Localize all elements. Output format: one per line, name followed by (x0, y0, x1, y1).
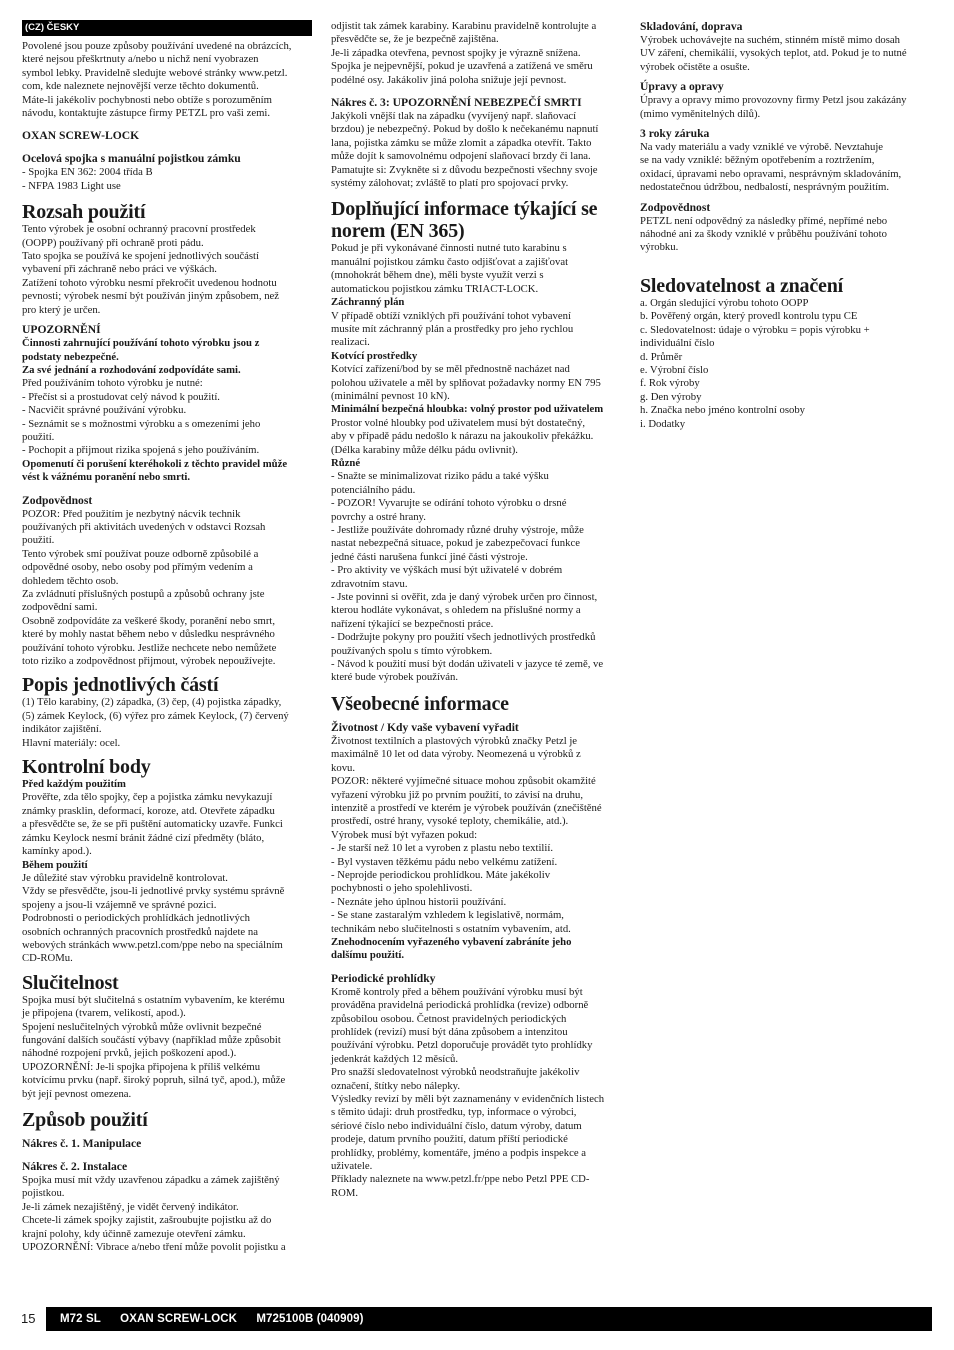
text-line: používaných spolu s tímto výrobkem. (331, 644, 493, 657)
text-line: prohlídky, problémy, komentáře, jméno a podpis inspekce a (331, 1146, 587, 1159)
text-line: systémy zálohovat; zvláště to platí pro spojovací prvky. (331, 177, 569, 190)
text-line: a. Orgán sledující výrobu tohoto OOPP (640, 296, 809, 309)
text-line: lana, pojistka zámku se může zlomit a západka otevřít. Takto (331, 136, 592, 149)
heading-sledovatelnost: Sledovatelnost a značení (640, 274, 843, 297)
text-line: realizaci. (331, 336, 370, 349)
text-line: Pamatujte si: Zvykněte si z důvodu bezpečnosti všechny svoje (331, 163, 598, 176)
text-line: použití. (22, 430, 55, 443)
figure-2-heading: Nákres č. 2. Instalace (22, 1160, 128, 1173)
heading-line: norem (EN 365) (331, 220, 465, 243)
text-line: Tento výrobek je osobní ochranný pracovní prostředek (22, 223, 256, 236)
text-line: zdravotním stavu. (331, 577, 408, 590)
text-line: které bude výrobek používán. (331, 671, 459, 684)
lifetime-heading: Životnost / Kdy vaše vybavení vyřadit (331, 720, 519, 734)
text-line: prodeje, datum prvního použití, datum příští periodické (331, 1133, 568, 1146)
text-line: - Pro aktivity ve výškách musí být uživatelé v dobrém (331, 564, 563, 577)
text-line: Povolené jsou pouze způsoby používání uvedené na obrázcích, (22, 40, 292, 52)
text-line: pro který je určen. (22, 303, 101, 316)
text-line: Je-li zámek nezajištěný, je vidět červený indikátor. (22, 1200, 239, 1213)
text-line: Životnost textilních a plastových výrobků značky Petzl je (331, 734, 578, 747)
text-line: (OOPP) používaný při ochraně proti pádu. (22, 236, 204, 249)
text-line: nastat nebezpečná situace, pokud je zabezpečovací funkce (331, 537, 580, 550)
text-line: - Přečíst si a prostudovat celý návod k použití. (22, 390, 220, 403)
heading-zpusob-pouziti: Způsob použití (22, 1109, 148, 1131)
text-line: zámku Keylock nesmí bránit žádné cizí předměty (bláto, (22, 831, 265, 844)
text-line: Prostor volné hloubky pod uživatelem musí být dostatečný, (331, 416, 586, 429)
text-line: být její pevnost omezena. (22, 1087, 132, 1100)
text-line: jedné části narušena funkcí jiné části výstroje. (331, 550, 528, 563)
text-line: Spojka musí mít vždy uzavřenou západku a zámek zajištěný (22, 1174, 280, 1186)
footer-bar (46, 1307, 932, 1331)
text-line: symbol lebky. Pravidelně sledujte webové stránky www.petzl. (22, 66, 288, 79)
text-line: Kromě kontroly před a během používání výrobku musí být (331, 985, 583, 998)
text-line: a přesvědčte se, že se při puštění automaticky uzavře. Funkci (22, 818, 283, 831)
text-line: e. Výrobní číslo (640, 363, 709, 376)
text-line: Spojka musí být slučitelná s ostatním vybavením, ke kterému (22, 993, 285, 1006)
text-line: Výrobek musí být vyřazen pokud: (331, 828, 478, 841)
footer-model: M72 SL (60, 1313, 101, 1325)
text-line: - Se stane zastaralým vzhledem k legislativě, normám, (331, 909, 564, 922)
text-line: i. Dodatky (640, 417, 686, 430)
text-line: Znehodnocením vyřazeného vybavení zabráníte jeho (331, 935, 572, 948)
text-line: Výrobek uchovávejte na suchém, stinném místě mimo dosah (640, 34, 901, 46)
text-line: kovu. (331, 761, 356, 774)
text-line: polohou uživatele a měl by splňovat požadavky normy EN 795 (331, 376, 601, 389)
heading-vseobecne: Všeobecné informace (331, 692, 509, 715)
text-line: potenciálního pádu. (331, 483, 416, 496)
language-label: (CZ) ČESKY (22, 20, 312, 36)
text-line: pevnosti; výrobek nesmí být používán jiným způsobem, než (22, 290, 280, 303)
heading-line: Doplňující informace týkající se (331, 198, 598, 221)
heading-popis: Popis jednotlivých částí (22, 674, 219, 697)
text-line: UV záření, chemikálií, vysokých teplot, atd. Pokud je to nutné (640, 47, 907, 60)
text-line: f. Rok výroby (640, 377, 700, 390)
text-line: se na vady vzniklé: běžným opotřebením a roztržením, (640, 154, 875, 167)
subheading: Během použití (22, 858, 88, 871)
text-line: Spojka je nejpevnější, pokud je uzavřená a zatížená ve směru (331, 60, 593, 73)
text-line: povrchy a ostré hrany. (331, 510, 426, 523)
text-line: které by mohly nastat během nebo v důsledku nesprávného (22, 628, 275, 641)
figure-1-heading: Nákres č. 1. Manipulace (22, 1137, 142, 1150)
heading-doplnujici (331, 198, 623, 242)
text-line: Tento výrobek smí používat pouze odborně způsobilé a (22, 547, 259, 560)
text-line: maximálně 10 let od data výroby. Neomezená u výrobků z (331, 748, 581, 761)
text-line: automatickou pojistkou zámku TRIACT-LOCK. (331, 282, 539, 295)
text-line: b. Pověřený orgán, který provedl kontrolu typu CE (640, 310, 858, 323)
text-line: PETZL není odpovědný za následky přímé, nepřímé nebo (640, 214, 888, 227)
text-line: krajní polohy, kdy účinně zamezuje otevření zámku. (22, 1227, 246, 1240)
text-line: technikám nebo slučitelnosti s ostatním vybavením, atd. (331, 922, 571, 935)
text-line: zodpovědní sami. (22, 601, 98, 614)
text-line: nařízení týkající se bezpečnosti práce. (331, 617, 494, 630)
text-line: může dojít k samovolnému odpojení slaňovací brzdy či lana. (331, 150, 591, 163)
text-line: d. Průměr (640, 350, 683, 363)
text-line: UPOZORNĚNÍ: Je-li spojka připojena k příliš velkému (22, 1060, 261, 1073)
heading-slucitelnost: Slučitelnost (22, 971, 119, 994)
text-line: - Snažte se minimalizovat riziko pádu a také výšku (331, 470, 549, 483)
text-line: náhodné ani za škody vzniklé v průběhu používání tohoto (640, 228, 887, 241)
warranty-heading: 3 roky záruka (640, 127, 710, 141)
standard-line: - Spojka EN 362: 2004 třída B (22, 166, 153, 179)
text-line: (minimální pevnost 10 kN). (331, 389, 450, 402)
product-subtitle: Ocelová spojka s manuální pojistkou zámku (22, 152, 241, 166)
text-line: - Nacvičit správné používání výrobku. (22, 404, 187, 417)
text-line: kotvícímu prvku (např. široký popruh, silná tyč, apod.), může (22, 1074, 286, 1087)
subheading: Různé (331, 456, 361, 469)
text-line: Jakýkoli vnější tlak na západku (vyvíjený např. slaňovací (331, 110, 577, 123)
text-line: s těmito údaji: druh prostředku, typ, informace o výrobci, (331, 1106, 577, 1119)
text-line: je připojena (tvarem, velikostí, apod.). (22, 1007, 186, 1020)
text-line: (5) zámek Keylock, (6) výřez pro zámek Keylock, (7) červený (22, 709, 289, 722)
text-line: sériové číslo nebo individuální číslo, datum výroby, datum (331, 1119, 582, 1132)
text-line: používání výrobku. Petzl doporučuje provádět tyto prohlídky (331, 1039, 593, 1052)
text-line: Za své jednání a rozhodování zodpovídáte sami. (22, 363, 241, 376)
text-line: toto riziko a zodpovědnost přijmout, výrobek nepoužívejte. (22, 655, 276, 668)
text-line: spojeny a jsou-li vzájemně ve správné pozici. (22, 898, 217, 911)
text-line: - Byl vystaven těžkému pádu nebo velkému zatížení. (331, 855, 558, 868)
text-line: (1) Tělo karabiny, (2) západka, (3) čep, (4) pojistka západky, (22, 696, 282, 709)
text-line: Máte-li jakékoliv pochybnosti nebo obtíže s porozuměním (22, 93, 272, 106)
text-line: uživatele. (331, 1160, 373, 1173)
text-line: přesvědčte se, že je bezpečně zajištěna. (331, 33, 499, 46)
storage-heading: Skladování, doprava (640, 20, 743, 33)
text-line: náhodné rozpojení prvků, jejich poškození apod.). (22, 1047, 237, 1060)
modifications-heading: Úpravy a opravy (640, 80, 724, 94)
text-line: c. Sledovatelnost: údaje o výrobku = popis výrobku + (640, 323, 870, 336)
footer-product: OXAN SCREW-LOCK (120, 1313, 238, 1325)
text-line: - Jestliže používáte dohromady různé druhy výstroje, může (331, 524, 584, 536)
text-line: musíte mít záchranný plán a prostředky pro jeho rychlou (331, 322, 574, 335)
text-line: odpovědné osoby, nebo osoby pod přímým vedením a (22, 561, 253, 574)
text-line: com, kde naleznete nejnovější verze těchto dokumentů. (22, 80, 259, 93)
text-line: - Je starší než 10 let a vyroben z plastu nebo textilií. (331, 842, 554, 855)
heading-rozsah: Rozsah použití (22, 201, 146, 224)
text-line: výrobku. (640, 241, 679, 254)
text-line: Před používáním tohoto výrobku je nutné: (22, 377, 203, 390)
text-line: které nejsou přeškrtnuty a/nebo u nichž není vyobrazen (22, 53, 259, 66)
text-line: nedostatečnou údržbou, nedbalostí, nesprávným použitím. (640, 181, 890, 194)
text-line: Osobně zodpovídáte za veškeré škody, poranění nebo smrt, (22, 614, 276, 627)
text-line: Zatížení tohoto výrobku nesmí překročit uvedenou hodnotu (22, 276, 277, 289)
text-line: V případě obtíží vzniklých při používání tohot vybavení (331, 309, 571, 322)
text-line: intenzitě a prostředí ve kterém je výrobek používán (znečištěné (331, 801, 602, 814)
text-line: jedenkrát každých 12 měsíců. (331, 1052, 459, 1065)
text-line: ROM. (331, 1186, 359, 1199)
subheading: Minimální bezpečná hloubka: volný prostor pod uživatelem (331, 403, 604, 416)
column-3 (640, 20, 932, 431)
text-line: (Délka karabiny může délku pádu ovlivnit). (331, 443, 518, 456)
standard-line: - NFPA 1983 Light use (22, 179, 121, 192)
text-line: vyřazení výrobku již po prvním použití, to závisí na druhu, (331, 788, 583, 801)
text-line: h. Značka nebo jméno kontrolní osoby (640, 404, 806, 417)
text-line: g. Den výroby (640, 390, 702, 403)
text-line: dohledem těchto osob. (22, 574, 119, 587)
text-line: návodu, kontaktujte zástupce firmy PETZL pro vaši zemi. (22, 107, 271, 120)
text-line: - Dodržujte pokyny pro použití všech jednotlivých prostředků (331, 631, 596, 644)
heading-kontrolni-body: Kontrolní body (22, 756, 151, 779)
text-line: Chcete-li zámek spojky zajistit, zašroubujte pojistku až do (22, 1214, 272, 1227)
text-line: podstaty nebezpečné. (22, 350, 119, 363)
text-line: - POZOR! Vyvarujte se odírání tohoto výrobku o drsné (331, 497, 567, 510)
text-line: oxidací, úpravami nebo opravami, nesprávným skladováním, (640, 167, 902, 180)
text-line: manuální pojistkou zámku často odjišťovat a zajišťovat (331, 255, 569, 268)
text-line: pojistkou. (22, 1187, 65, 1200)
text-line: použití. (22, 534, 55, 547)
text-line: výrobek očistěte a osušte. (640, 60, 750, 73)
text-line: prováděna pravidelná periodická prohlídka (revize) odborně (331, 999, 589, 1012)
product-name: OXAN SCREW-LOCK (22, 129, 140, 143)
text-line: POZOR: Před použitím je nezbytný nácvik technik (22, 507, 241, 520)
text-line: známky prasklin, deformací, koroze, atd. Otevřete západku (22, 804, 275, 817)
text-line: Za zvládnutí příslušných postupů a způsobů ochrany jste (22, 588, 265, 600)
text-line: Úpravy a opravy mimo provozovny firmy Petzl jsou zakázány (640, 94, 907, 107)
figure-3-heading: Nákres č. 3: UPOZORNĚNÍ NEBEZPEČÍ SMRTI (331, 96, 582, 110)
text-line: Kotvící zařízení/bod by se měl přednostně nacházet nad (331, 363, 570, 376)
text-line: osobních ochranných pracovních prostředků najdete na (22, 925, 258, 938)
responsibility-heading: Zodpovědnost (22, 493, 93, 507)
text-line: dalšímu použití. (331, 949, 405, 962)
text-line: Příklady naleznete na www.petzl.fr/ppe nebo Petzl PPE CD- (331, 1173, 590, 1186)
intro-text (22, 40, 312, 120)
text-line: používaných při aktivitách uvedených v odstavci Rozsah (22, 520, 266, 533)
text-line: - Seznámit se s možnostmi výrobku a s omezeními jeho (22, 417, 261, 430)
text-line: Opomenutí či porušení kteréhokoli z těchto pravidel může (22, 457, 288, 470)
text-line: Činnosti zahrnující používání tohoto výrobku jsou z (22, 337, 260, 350)
text-line: Vždy se přesvědčte, jsou-li jednotlivé prvky systému správně (22, 885, 285, 898)
text-line: - Pochopit a přijmout rizika spojená s jeho používáním. (22, 444, 260, 457)
column-2 (331, 20, 623, 1200)
text-line: Pokud je při vykonávané činnosti nutné tuto karabinu s (331, 242, 567, 255)
text-line: CD-ROMu. (22, 952, 73, 965)
text-line: Tato spojka se používá ke spojení jednotlivých součástí (22, 250, 259, 263)
text-line: Na vady materiálu a vady vzniklé ve výrobě. Nevztahuje (640, 141, 884, 154)
text-line: Hlavní materiály: ocel. (22, 736, 121, 749)
text-line: používání tohoto výrobku. Jestliže nechcete nebo nemůžete (22, 641, 277, 654)
text-line: Prověřte, zda tělo spojky, čep a pojistka zámku nevykazují (22, 791, 273, 804)
text-line: individuální číslo (640, 337, 715, 350)
text-line: označení, štítky nebo nálepky. (331, 1079, 461, 1092)
text-line: kamínky apod.). (22, 845, 92, 858)
text-line: - Jste povinni si ověřit, zda je daný výrobek určen pro činnost, (331, 591, 598, 604)
text-line: POZOR: některé vyjímečné situace mohou způsobit okamžité (331, 775, 596, 788)
page-number: 15 (21, 1311, 36, 1326)
subheading: Kotvící prostředky (331, 349, 418, 362)
text-line: fungování dalších součástí výbavy (například může způsobit (22, 1033, 281, 1046)
column-1 (22, 20, 312, 1254)
subheading: Před každým použitím (22, 778, 126, 791)
text-line: způsobilou osobou. Četnost pravidelných periodických (331, 1012, 567, 1025)
text-line: podélné osy. Jakákoliv jiná poloha snižuje její pevnost. (331, 73, 567, 86)
text-line: prohlídek (revizí) musí být dána způsobem a intenzitou (331, 1026, 568, 1038)
text-line: indikátor zajištění. (22, 723, 102, 736)
text-line: brzdou) je nebezpečný. Pokud by došlo k nečekanému napnutí (331, 123, 599, 136)
text-line: - Návod k použití musí být dodán uživateli v jazyce té země, ve (331, 658, 604, 671)
inspection-heading: Periodické prohlídky (331, 971, 436, 985)
text-line: (mimo vyměnitelných dílů). (640, 107, 761, 120)
text-line: Pro snažší sledovatelnost výrobků neodstraňujte jakékoliv (331, 1066, 580, 1079)
subheading: Záchranný plán (331, 296, 405, 309)
text-line: prostředí, ostré hrany, vysoké teploty, chemikálie, atd.). (331, 815, 569, 828)
text-line: (mnohokrát během dne), měli byste využít verzi s (331, 269, 544, 282)
footer-reference: M725100B (040909) (256, 1313, 364, 1325)
warning-heading: UPOZORNĚNÍ (22, 323, 101, 337)
text-line: Výsledky revizí by měli být zaznamenány v evidenčních listech (331, 1093, 605, 1106)
text-line: kterou hodláte vykonávat, s ohledem na příslušné normy a (331, 604, 581, 617)
text-line: webových stránkách www.petzl.com/ppe nebo na speciálním (22, 938, 283, 951)
text-line: UPOZORNĚNÍ: Vibrace a/nebo tření může povolit pojistku a (22, 1241, 286, 1254)
text-line: pochybnosti o jeho spolehlivosti. (331, 882, 473, 895)
text-line: vést k vážnému poranění nebo smrti. (22, 471, 191, 484)
text-line: Podrobnosti o periodických prohlídkách jednotlivých (22, 912, 250, 925)
text-line: odjistit tak zámek karabiny. Karabinu pravidelně kontrolujte a (331, 20, 597, 32)
text-line: Spojení neslučitelných výrobků může ovlivnit bezpečné (22, 1020, 262, 1033)
text-line: Je-li západka otevřena, pevnost spojky je výrazně snížena. (331, 46, 581, 59)
text-line: aby v případě pádu nedošlo k nárazu na jakoukoliv překážku. (331, 430, 594, 443)
text-line: - Neznáte jeho úplnou historii používání. (331, 895, 507, 908)
text-line: Je důležité stav výrobku pravidelně kontrolovat. (22, 871, 228, 884)
text-line: vybavení při záchraně nebo práci ve výškách. (22, 263, 217, 276)
liability-heading: Zodpovědnost (640, 200, 711, 214)
text-line: - Neprojde periodickou prohlídkou. Máte jakékoliv (331, 868, 551, 881)
